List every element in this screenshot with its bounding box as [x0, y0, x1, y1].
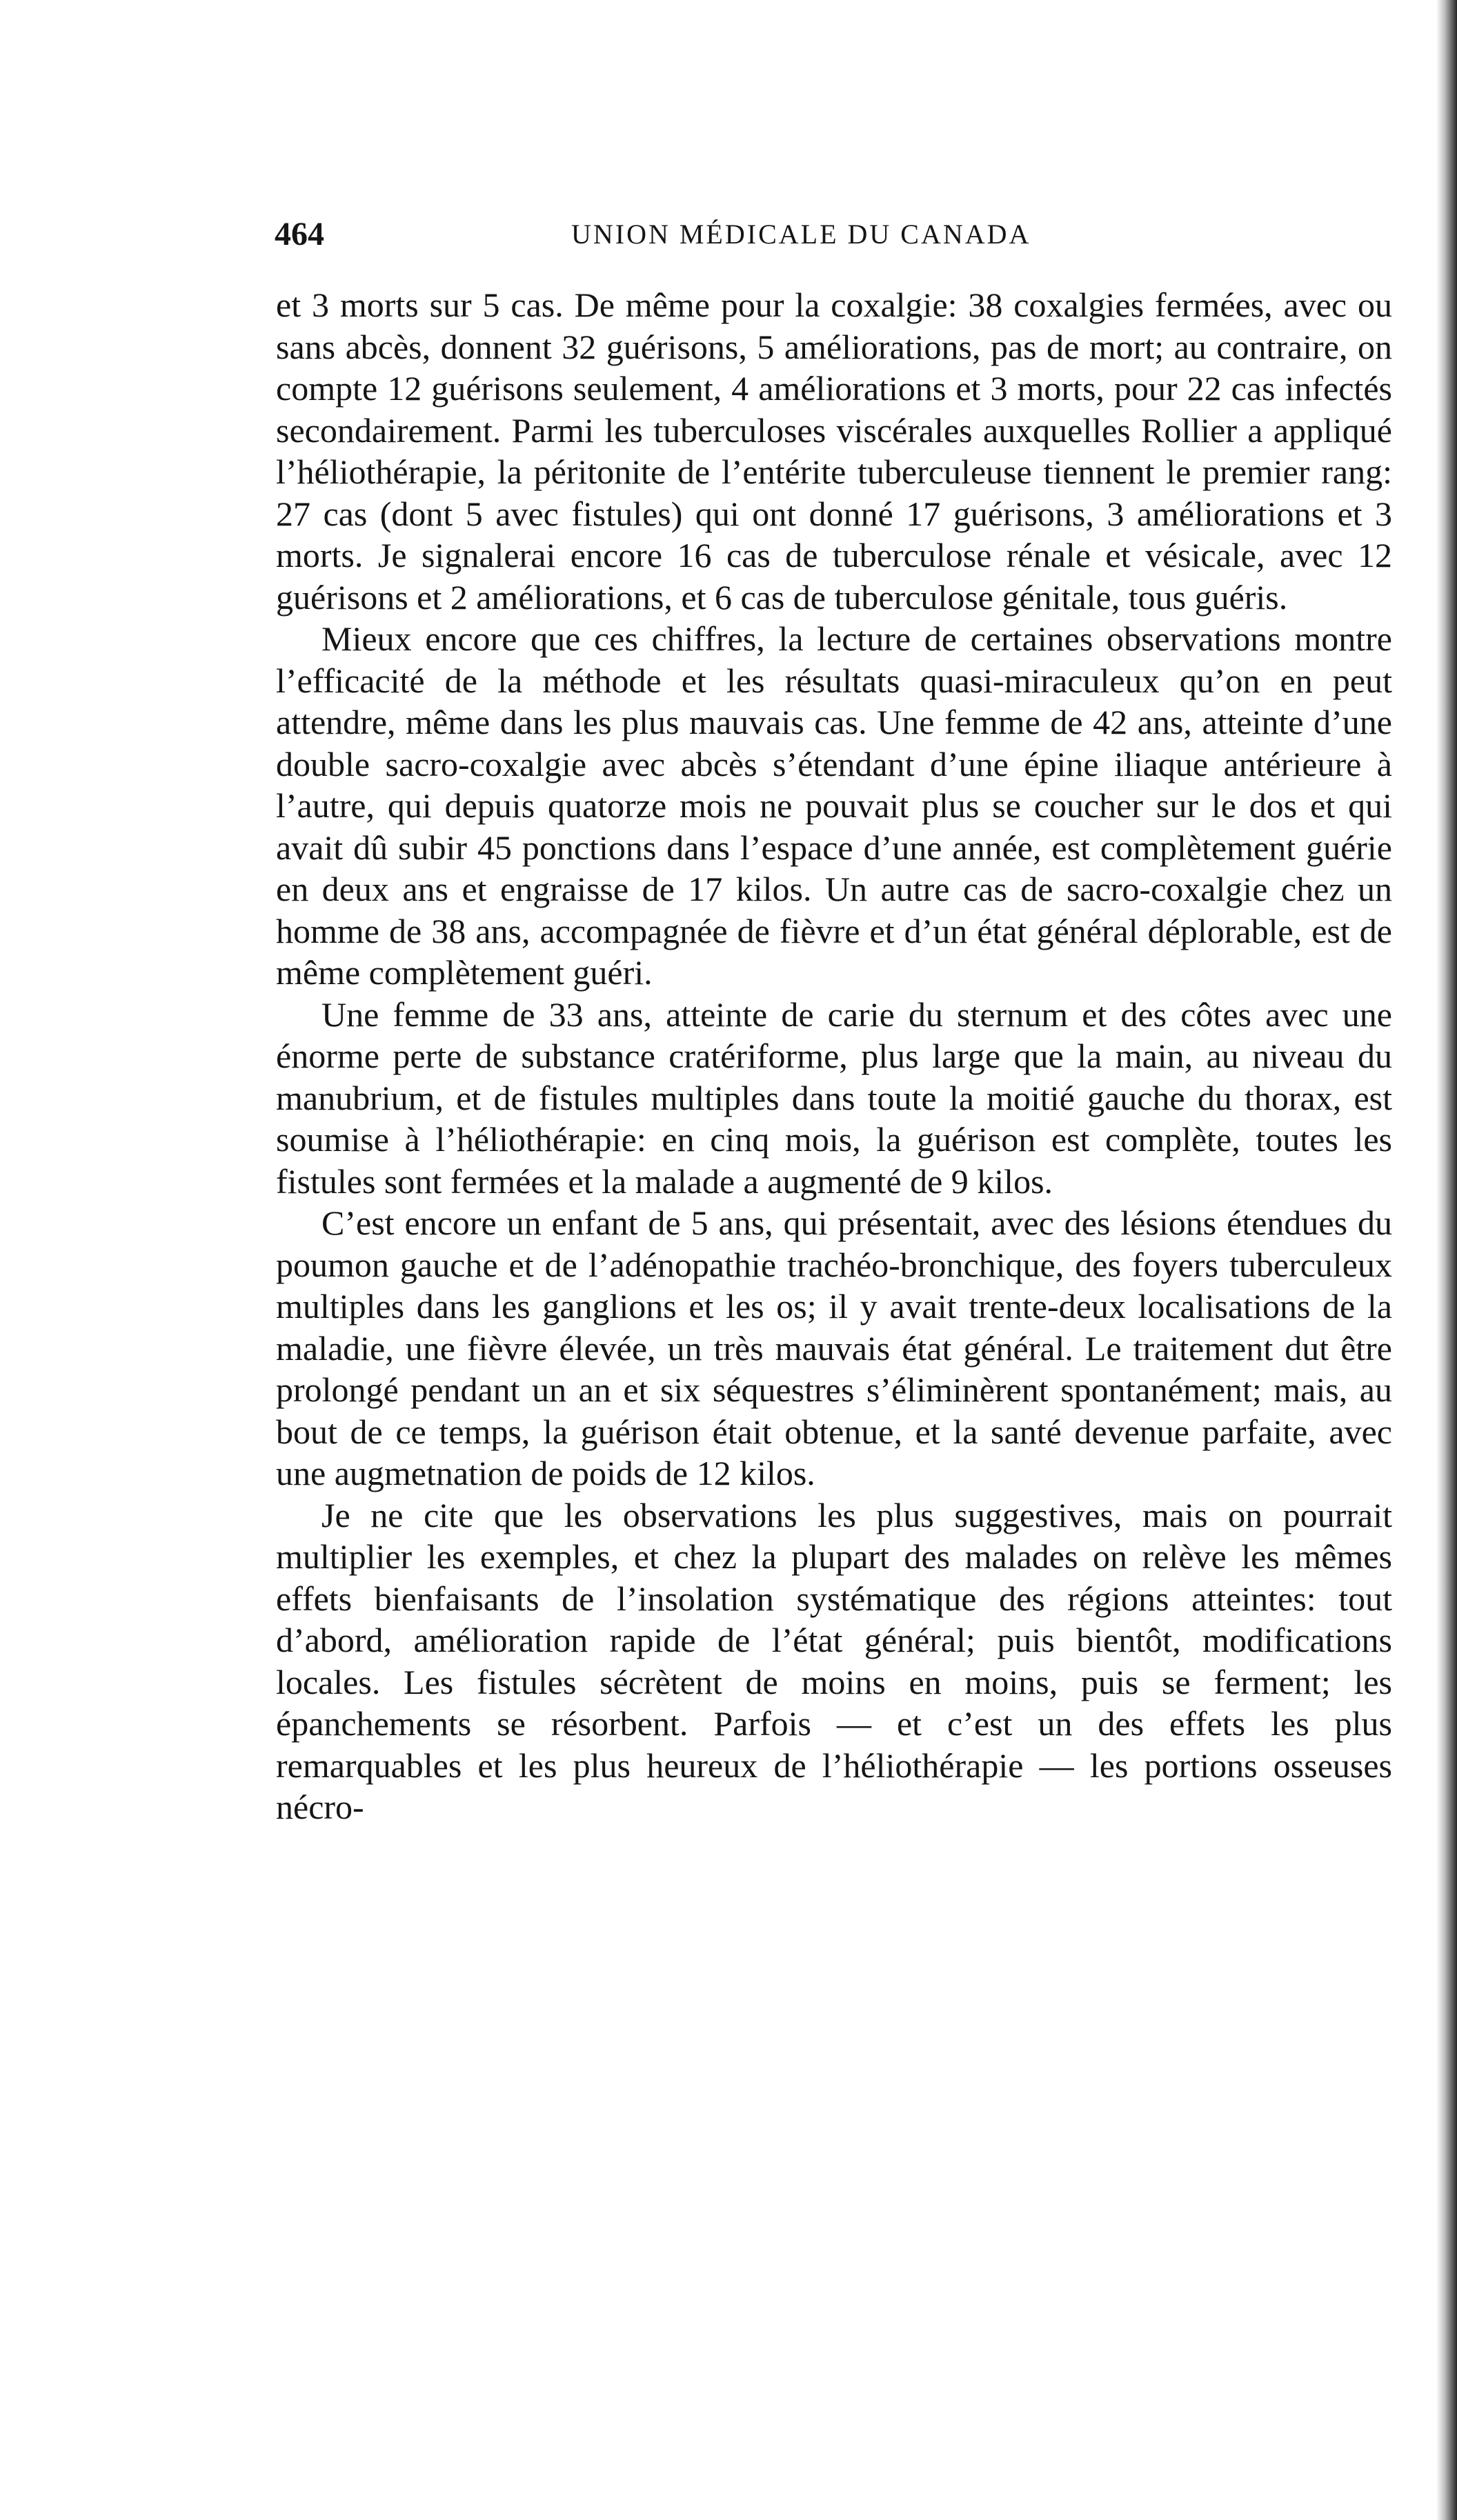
page-header [275, 207, 1399, 262]
page-number: 464 [275, 216, 324, 252]
running-title: UNION MÉDICALE DU CANADA [571, 219, 1031, 250]
paragraph-continued: et 3 morts sur 5 cas. De même pour la coxalgie: 38 coxalgies fermées, avec ou sans abcès, donnent 32 guérisons, 5 améliorations, pas de mort; au contraire, on compte 12 guérisons seulement, 4 améliorations et 3 morts, pour 22 cas infectés secondairement. Parmi les tuberculoses viscérales auxquelles Rollier a appliqué l’héliothérapie, la péritonite de l’entérite tuberculeuse tiennent le premier rang: 27 cas (dont 5 avec fistules) qui ont donné 17 guérisons, 3 améliorations et 3 morts. Je signalerai encore 16 cas de tuberculose rénale et vésicale, avec 12 guérisons et 2 améliorations, et 6 cas de tuberculose génitale, tous guéris. [276, 286, 1392, 617]
body-text [276, 284, 1392, 1828]
paragraph: Je ne cite que les observations les plus suggestives, mais on pourrait multiplier les exemples, et chez la plupart des malades on relève les mêmes effets bienfaisants de l’insolation systématique des régions atteintes: tout d’abord, amélioration rapide de l’état général; puis bientôt, modifications locales. Les fistules sécrètent de moins en moins, puis se ferment; les épanchements se résorbent. Parfois — et c’est un des effets les plus remarquables et les plus heureux de l’héliothérapie — les portions osseuses nécro- [276, 1495, 1392, 1826]
paragraph: Une femme de 33 ans, atteinte de carie du sternum et des côtes avec une énorme perte de substance cratériforme, plus large que la main, au niveau du manubrium, et de fistules multiples dans toute la moitié gauche du thorax, est soumise à l’héliothérapie: en cinq mois, la guérison est complète, toutes les fistules sont fermées et la malade a augmenté de 9 kilos. [276, 994, 1392, 1201]
paragraph: Mieux encore que ces chiffres, la lecture de certaines observations montre l’efficacité de la méthode et les résultats quasi-miraculeux qu’on en peut attendre, même dans les plus mauvais cas. Une femme de 42 ans, atteinte d’une double sacro-coxalgie avec abcès s’étendant d’une épine iliaque antérieure à l’autre, qui depuis quatorze mois ne pouvait plus se coucher sur le dos et qui avait dû subir 45 ponctions dans l’espace d’une année, est complètement guérie en deux ans et engraisse de 17 kilos. Un autre cas de sacro-coxalgie chez un homme de 38 ans, accompagnée de fièvre et d’un état général déplorable, est de même complètement guéri. [276, 619, 1392, 992]
paragraph: C’est encore un enfant de 5 ans, qui présentait, avec des lésions étendues du poumon gauche et de l’adénopathie trachéo-bronchique, des foyers tuberculeux multiples dans les ganglions et les os; il y avait trente-deux localisations de la maladie, une fièvre élevée, un très mauvais état général. Le traitement dut être prolongé pendant un an et six séquestres s’éliminèrent spontanément; mais, au bout de ce temps, la guérison était obtenue, et la santé devenue parfaite, avec une augmetnation de poids de 12 kilos. [276, 1203, 1392, 1492]
page-binding-shadow [1436, 0, 1457, 2520]
